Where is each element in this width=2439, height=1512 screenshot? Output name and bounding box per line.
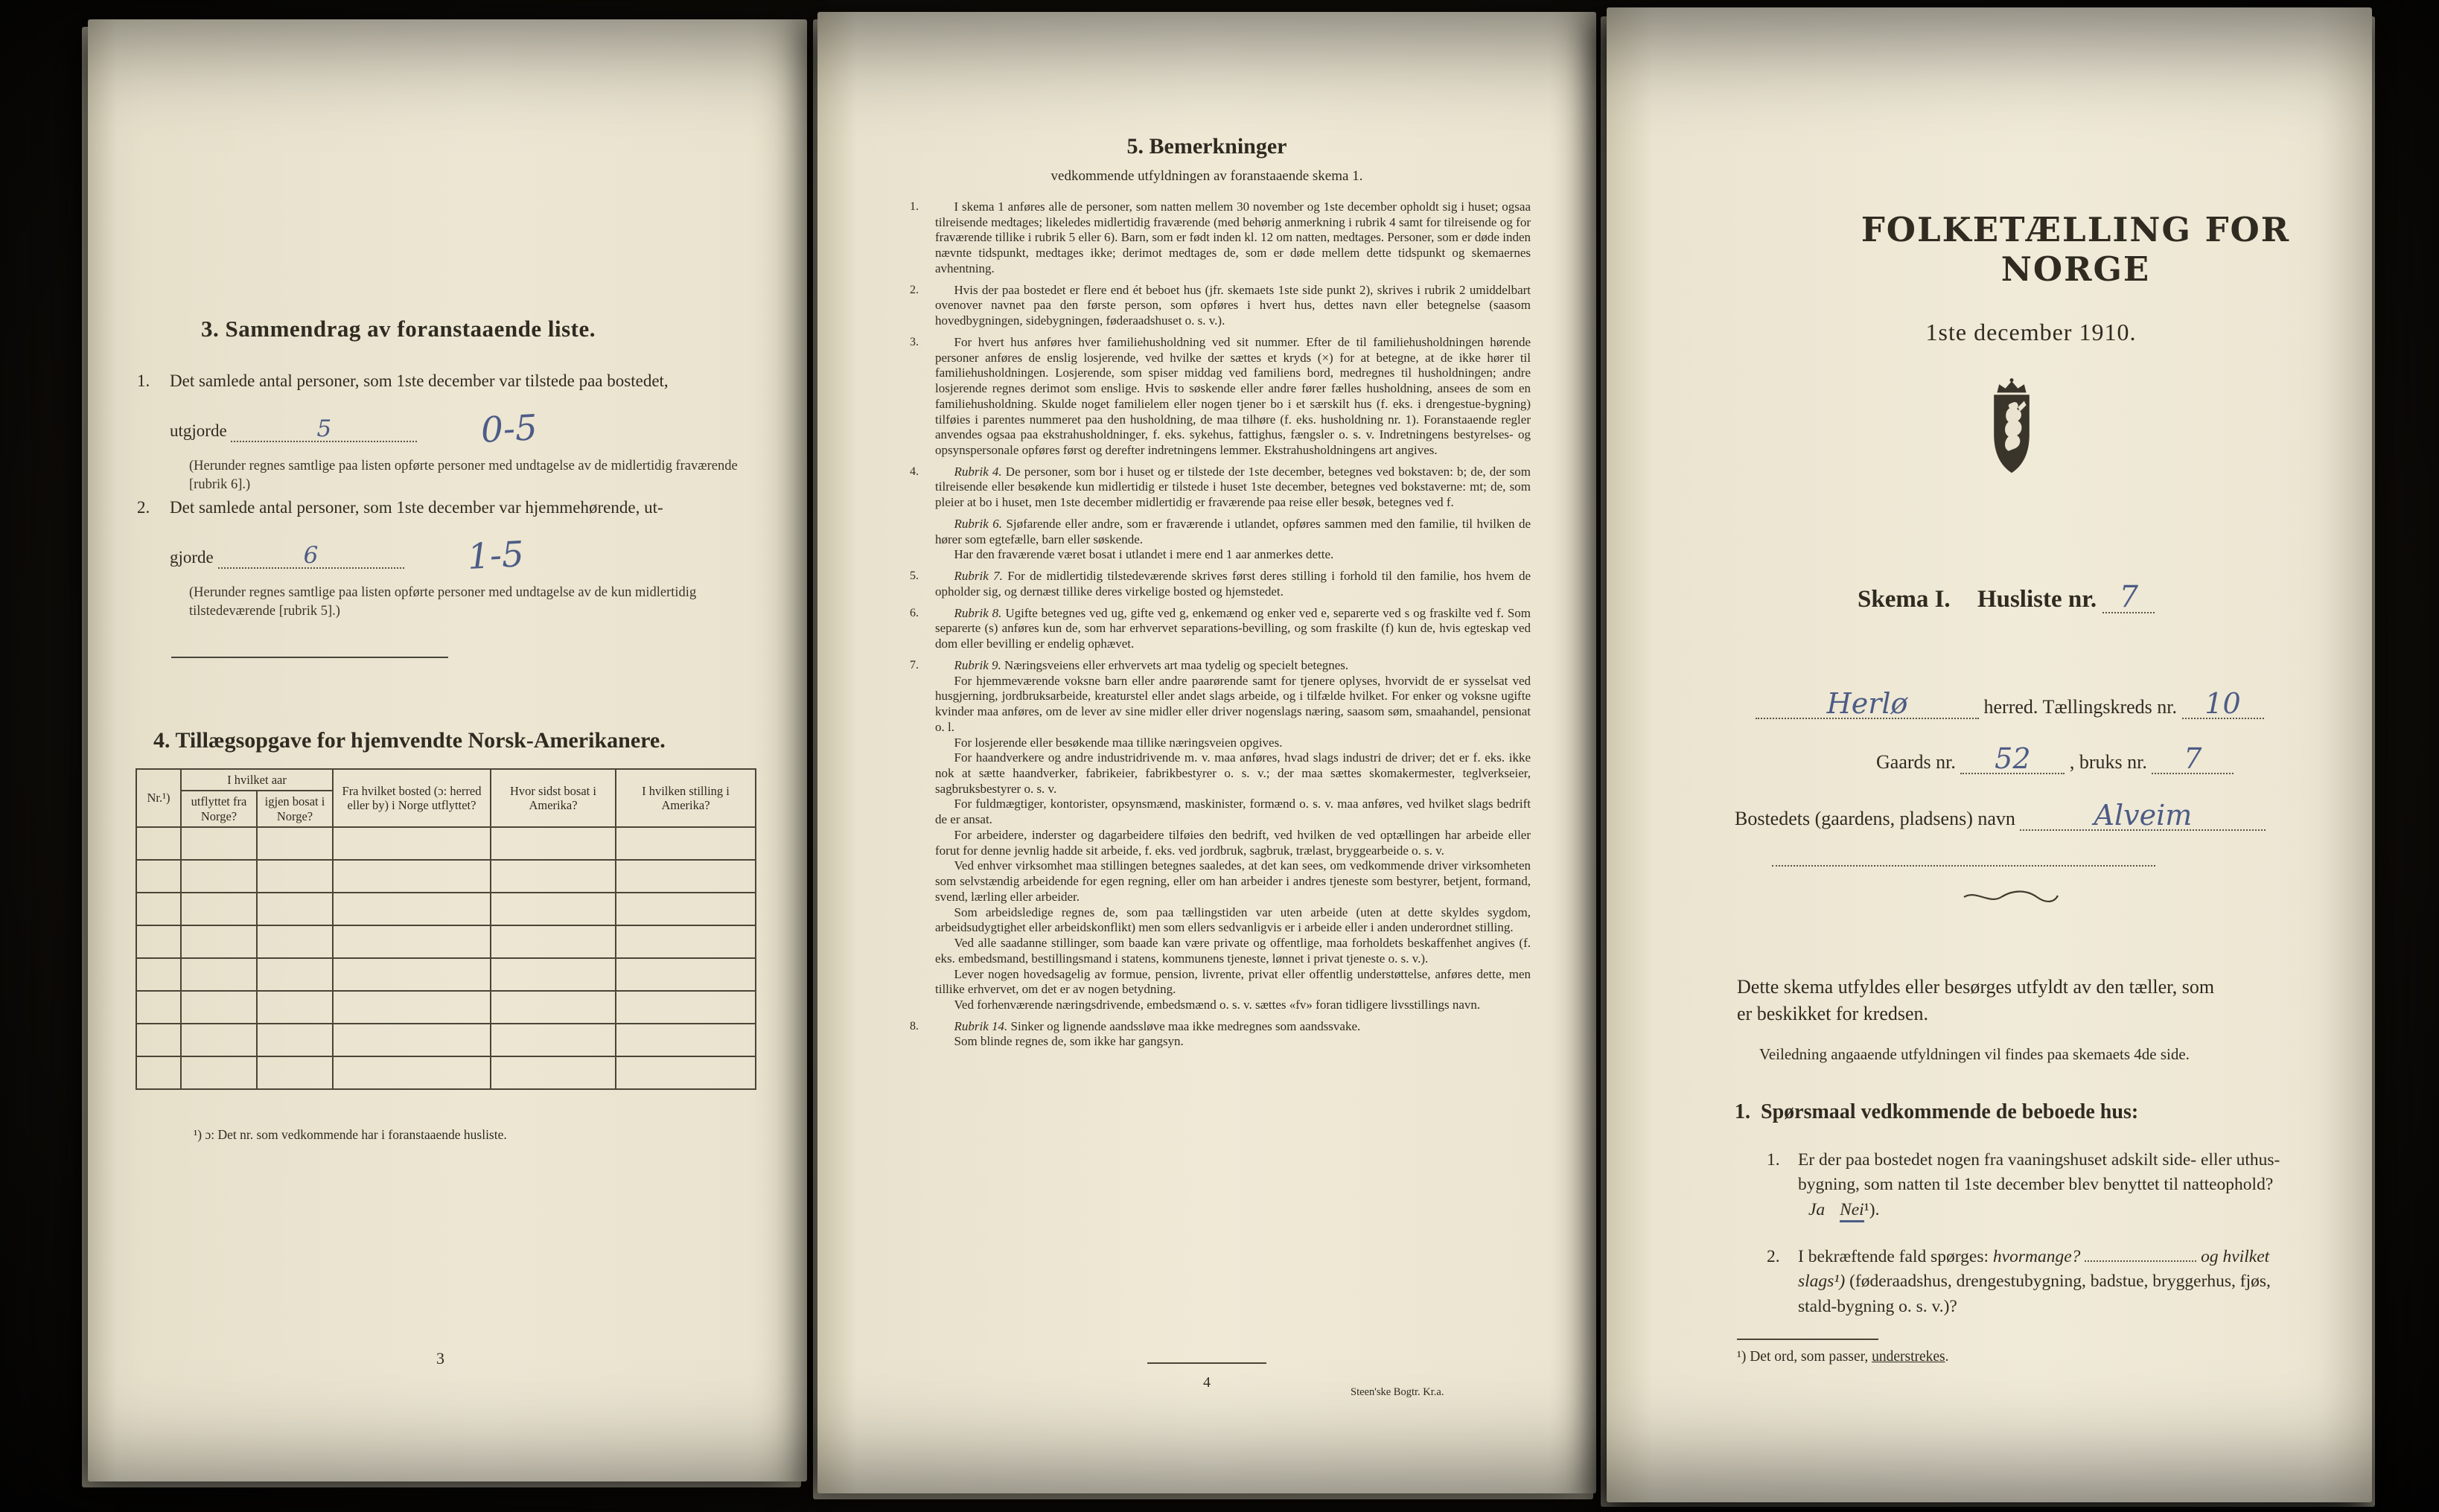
item-number: 2. [137, 498, 150, 517]
empty-cell [333, 827, 491, 860]
kreds-number-field [2182, 689, 2264, 719]
item-text-continued: gjorde [170, 548, 214, 567]
bemerkning-item [910, 334, 1531, 459]
table-row [136, 893, 756, 925]
bemerkning-paragraph: Ved alle saadanne stillinger, som baade kan være private og offentlige, maa forholdets beskaffenhet angives (f. eks. embedsmand, bestillingsmand i statens, kommunens tjeneste, lønnet i privat tjeneste o. s. v.). [935, 936, 1531, 966]
bosted-label: Bostedets (gaardens, pladsens) navn [1735, 808, 2015, 829]
handwritten-husliste-number: 7 [2119, 580, 2139, 614]
empty-cell [181, 991, 257, 1024]
bemerkning-number: 1. [910, 200, 919, 213]
empty-cell [333, 991, 491, 1024]
norwegian-americans-table [136, 768, 756, 1090]
question-text-paren: (føderaadshus, drengestubygning, badstue, bryggerhus, fjøs, stald-bygning o. s. v.)? [1798, 1272, 2271, 1316]
bemerkning-paragraph: Lever nogen hovedsagelig av formue, pension, livrente, privat eller offentlig understøttelse, anføres dette, men tillike erhvervet, om det er av nogen betydning. [935, 966, 1531, 997]
table-body [136, 827, 756, 1089]
empty-cell [181, 893, 257, 925]
empty-cell [257, 860, 333, 893]
fill-in-line [218, 544, 404, 569]
bosted-line [1735, 801, 2266, 831]
table-row [136, 1024, 756, 1056]
census-date: 1ste december 1910. [1925, 319, 2137, 345]
footnote-rule [1737, 1339, 1878, 1340]
bemerkning-item [935, 517, 1531, 563]
page-right [1607, 7, 2372, 1502]
handwritten-count-large: 1-5 [466, 534, 526, 578]
bemerkning-paragraph: Rubrik 4. De personer, som bor i huset og er tilstede der 1ste december, betegnes ved bokstaven: b; de, der som tilreisende eller besøkende kun midlertidig er tilstede i huset 1ste december, betegnes ved bokstaverne: mt; de, som pleier at bo i huset, men 1ste december midlertidig er fraværende paa reise eller besøk, betegnes ved f. [935, 464, 1531, 510]
empty-cell [181, 925, 257, 958]
instruction-paragraph: Dette skema utfyldes eller besørges utfyldt av den tæller, som er beskikket for kredsen. [1737, 976, 2215, 1025]
question-2 [1767, 1245, 2288, 1319]
table-footnote: ¹) ɔ: Det nr. som vedkommende har i foranstaaende husliste. [194, 1127, 507, 1142]
empty-cell [491, 1024, 616, 1056]
empty-cell [136, 827, 181, 860]
fill-in-line [231, 415, 417, 443]
empty-cell [257, 893, 333, 925]
section-number: 1. [1735, 1100, 1750, 1123]
question-text-italic: hvormange? [1992, 1247, 2081, 1266]
bemerkninger-list [910, 200, 1531, 1350]
summary-item-1 [137, 369, 756, 494]
item-number: 1. [137, 371, 150, 390]
empty-cell [491, 827, 616, 860]
question-text: Er der paa bostedet nogen fra vaaningshuset adskilt side- eller uthus-bygning, som natten til 1ste december blev benyttet til natteophold? [1798, 1150, 2280, 1195]
bemerkning-paragraph: For losjerende eller besøkende maa tillike næringsveien opgives. [954, 735, 1283, 750]
handwritten-herred-name: Herlø [1826, 687, 1908, 720]
empty-cell [616, 958, 756, 991]
table-row [136, 1056, 756, 1089]
empty-cell [491, 893, 616, 925]
empty-cell [136, 893, 181, 925]
kreds-label: Tællingskreds nr. [2042, 696, 2177, 718]
empty-cell [257, 991, 333, 1024]
section-3-heading: 3. Sammendrag av foranstaaende liste. [201, 316, 596, 342]
empty-cell [616, 893, 756, 925]
handwritten-count-large: 0-5 [479, 407, 539, 451]
empty-cell [616, 1056, 756, 1089]
empty-cell [616, 925, 756, 958]
question-number: 1. [1767, 1150, 1780, 1170]
empty-cell [616, 1024, 756, 1056]
table-row [136, 925, 756, 958]
bemerkning-number: 5. [910, 570, 919, 583]
col-header-returned: igjen bosat i Norge? [257, 791, 333, 827]
bemerkning-item [910, 569, 1531, 599]
footer-rule [1147, 1362, 1266, 1364]
empty-cell [136, 1024, 181, 1056]
norway-coat-of-arms-icon [1980, 374, 2043, 486]
bemerkninger-heading: 5. Bemerkninger [1126, 134, 1287, 159]
bemerkning-paragraph: Rubrik 7. For de midlertidig tilstedeværende skrives først deres stilling i forhold til den familie, hos hvem de opholder sig, og dernæst tillike deres virkelige bosted og hjemstedet. [935, 569, 1531, 599]
question-1 [1767, 1148, 2288, 1222]
col-header-last-residence: Hvor sidst bosat i Amerika? [491, 769, 616, 827]
husliste-number-field [2102, 582, 2155, 613]
gaard-number-field [1960, 744, 2065, 774]
bemerkning-paragraph: Hvis der paa bostedet er flere end ét beboet hus (jfr. skemaets 1ste side punkt 2), skrives i rubrik 2 umiddelbart ovenover navnet paa den første person, som opføres i hvert hus, dettes navn eller betegnelse (saasom hovedbygningen, sidebygningen, føderaadshuset o. s. v.). [935, 282, 1531, 328]
empty-cell [136, 860, 181, 893]
bemerkning-paragraph: Som blinde regnes de, som ikke har gangsyn. [954, 1034, 1184, 1049]
empty-cell [491, 860, 616, 893]
empty-cell [136, 991, 181, 1024]
empty-cell [333, 860, 491, 893]
underlined-word: understrekes [1872, 1349, 1945, 1365]
section-divider-rule [171, 657, 448, 658]
bemerkning-item [910, 464, 1531, 511]
empty-cell [491, 991, 616, 1024]
item-footnote: (Herunder regnes samtlige paa listen opførte personer med undtagelse av de kun midlertidig tilstedeværende [rubrik 5].) [189, 585, 697, 619]
empty-cell [257, 1024, 333, 1056]
question-text-italic: og hvilket slags¹) [1798, 1247, 2270, 1292]
page-left [88, 19, 807, 1481]
table-row [136, 860, 756, 893]
empty-cell [616, 991, 756, 1024]
bruk-number-field [2152, 744, 2234, 774]
bemerkning-paragraph: I skema 1 anføres alle de personer, som natten mellem 30 november og 1ste december opholdt sig i huset; ogsaa tilreisende medtages; likeledes midlertidig fraværende (med behørig anmerkning i rubrik 4 samt for tilreisende og for fraværende tillike i rubrik 5 eller 6). Barn, som er født inden kl. 12 om natten, medtages. Personer, som er døde inden nævnte tidspunkt, medtages ikke; derimot medtages de, som er døde mellem dette tidspunkt og skemaernes avhentning. [935, 200, 1531, 275]
schema-line [1858, 582, 2155, 613]
empty-cell [257, 925, 333, 958]
bemerkning-item [910, 605, 1531, 652]
guidance-note: Veiledning angaaende utfyldningen vil findes paa skemaets 4de side. [1759, 1045, 2190, 1063]
empty-cell [333, 958, 491, 991]
bemerkning-paragraph: Har den fraværende været bosat i utlandet i mere end 1 aar anmerkes dette. [954, 547, 1334, 562]
page-number: 4 [1203, 1374, 1211, 1391]
empty-cell [333, 1056, 491, 1089]
empty-cell [136, 958, 181, 991]
bemerkning-number: 4. [910, 465, 919, 478]
bemerkning-number: 8. [910, 1019, 919, 1033]
col-header-year-group: I hvilket aar [181, 769, 333, 791]
bemerkning-paragraph: For hjemmeværende voksne barn eller andre paarørende samt for tjenere oplyses, hvorvidt de er sysselsat ved husgjerning, jordbruksarbeide, kreaturstel eller andet slags arbeide, og i tilfælde hvilket. For enker og voksne ugifte kvinder maa anføres, om de lever av sine midler eller driver nogenslags næring, saasom søm, smaahandel, pensionat o. l. [935, 673, 1531, 734]
question-text: I bekræftende fald spørges: [1798, 1247, 1993, 1266]
table-row [136, 958, 756, 991]
empty-cell [257, 958, 333, 991]
bemerkning-item [910, 282, 1531, 329]
handwritten-count: 6 [303, 542, 319, 570]
bemerkning-paragraph: For haandverkere og andre industridrivende m. v. maa anføres, hvad slags industri de driver; det er f. eks. ikke nok at sætte haandverker, fabrikeier, fabrikbestyrer o. s. v.; der maa sættes skomakermester, teglverkseier, sagbruksbestyrer o. s. v. [935, 750, 1531, 796]
handwritten-count: 5 [316, 415, 332, 443]
bemerkning-paragraph: For arbeidere, inderster og dagarbeidere tilføies den bedrift, ved hvilken de ved optællingen har arbeide eller forut for denne jevnlig hadde sit arbeide, f. eks. ved jordbruk, sagbruk, trælast, bryggearbeide o. s. v. [935, 827, 1531, 858]
handwritten-kreds-number: 10 [2204, 687, 2241, 720]
empty-cell [333, 925, 491, 958]
bemerkninger-subheading: vedkommende utfyldningen av foranstaaende skema 1. [1050, 168, 1363, 184]
bemerkning-number: 2. [910, 283, 919, 296]
empty-cell [616, 827, 756, 860]
bemerkning-number: 6. [910, 606, 919, 619]
empty-cell [181, 827, 257, 860]
item-footnote: (Herunder regnes samtlige paa listen opførte personer med undtagelse av de midlertidig fraværende [rubrik 6].) [189, 459, 738, 492]
empty-cell [491, 925, 616, 958]
section-title: Spørsmaal vedkommende de beboede hus: [1761, 1100, 2139, 1123]
bemerkning-item [910, 200, 1531, 277]
col-header-nr: Nr.¹) [136, 769, 181, 827]
answer-ja: Ja [1808, 1199, 1826, 1219]
handwritten-gaard-number: 52 [1995, 742, 2031, 775]
col-header-from-where: Fra hvilket bosted (ɔ: herred eller by) i Norge utflyttet? [333, 769, 491, 827]
handwritten-bosted-name: Alveim [2094, 799, 2193, 832]
item-text: Det samlede antal personer, som 1ste december var tilstede paa bostedet, [170, 371, 669, 390]
empty-cell [136, 1056, 181, 1089]
bruk-label: , bruks nr. [2069, 751, 2147, 773]
ornament-divider [1963, 890, 2059, 907]
footnote-ref: ¹). [1863, 1199, 1880, 1219]
bemerkning-paragraph: Som arbeidsledige regnes de, som paa tællingstiden var uten arbeide (uten at dette skyldes sygdom, arbeidsudygtighet eller arbeidskonflikt) men som ellers sedvanligvis er i arbeide eller i anden underordnet stilling. [935, 905, 1531, 935]
empty-cell [491, 1056, 616, 1089]
gaard-label: Gaards nr. [1876, 751, 1956, 773]
answer-nei-underlined: Nei [1840, 1200, 1864, 1222]
husliste-label: Husliste nr. [1977, 586, 2097, 613]
item-text-continued: utgjorde [170, 421, 227, 441]
empty-cell [257, 1056, 333, 1089]
herred-label: herred. [1983, 696, 2038, 718]
empty-cell [333, 893, 491, 925]
col-header-position: I hvilken stilling i Amerika? [616, 769, 756, 827]
schema-label: Skema I. [1858, 586, 1951, 613]
empty-cell [136, 925, 181, 958]
bemerkning-item [910, 657, 1531, 1013]
bemerkning-paragraph: For hvert hus anføres hver familiehusholdning ved sit nummer. Efter de til familiehusholdningen hørende personer anføres de enslig losjerende, ved hvilke der sættes et kryds (×) for at betegne, at de ikke hører til familiehusholdningen. Losjerende, som spiser middag ved familiens bord, medregnes til husholdningen; andre losjerende regnes derimot som enslige. Hvis to søskende eller andre fører fælles husholdning, ansees de som en familiehusholdning. Skulde noget familielem eller nogen tjener bo i et særskilt hus (f. eks. i drengestue-bygning) tilføies i parentes nummeret paa den husholdning, de maa tilhøre (f. eks. husholdning nr. 1). Foranstaaende regler anvendes ogsaa paa ekstrahusholdninger, f. eks. sykehus, fattighus, fængsler o. s. v. Indretningens bestyrelses- og opsynspersonale opføres først og derefter indretningens lemmer. Ekstrahusholdningens art angives. [935, 334, 1531, 458]
empty-cell [181, 860, 257, 893]
empty-cell [491, 958, 616, 991]
bosted-name-field [2020, 801, 2266, 831]
empty-cell [616, 860, 756, 893]
bemerkning-paragraph: Rubrik 6. Sjøfarende eller andre, som er fraværende i utlandet, opføres sammen med den familie, til hvilken de hører som egtefælle, barn eller søskende. [935, 516, 1531, 546]
printer-mark: Steen'ske Bogtr. Kr.a. [1351, 1386, 1444, 1398]
empty-cell [257, 827, 333, 860]
page-footnote: ¹) Det ord, som passer, understrekes. [1737, 1349, 1949, 1365]
item-text: Det samlede antal personer, som 1ste december var hjemmehørende, ut- [170, 498, 663, 517]
herred-line [1756, 689, 2264, 719]
bemerkning-paragraph: Rubrik 9. Næringsveiens eller erhvervets art maa tydelig og specielt betegnes. [954, 657, 1349, 672]
table-row [136, 827, 756, 860]
form-title: FOLKETÆLLING FOR NORGE [1861, 210, 2291, 289]
empty-cell [181, 1024, 257, 1056]
gaard-line [1876, 744, 2234, 774]
herred-name-field [1756, 689, 1979, 719]
section-4-heading: 4. Tillægsopgave for hjemvendte Norsk-Amerikanere. [153, 728, 666, 753]
bemerkning-number: 3. [910, 335, 919, 348]
bemerkning-paragraph: Rubrik 14. Sinker og lignende aandssløve maa ikke medregnes som aandssvake. [954, 1018, 1361, 1033]
bemerkning-paragraph: Ved enhver virksomhet maa stillingen betegnes saaledes, at det kan sees, om vedkommende driver virksomheten som selvstændig arbeidende for egen regning, eller om han arbeider i andres tjeneste som bestyrer, betjent, formand, svend, lærling eller arbeider. [935, 858, 1531, 904]
bemerkning-paragraph: For fuldmægtiger, kontorister, opsynsmænd, maskinister, formænd o. s. v. maa anføres, ved hvilket slags bedrift de er ansat. [935, 797, 1531, 827]
col-header-emigrated: utflyttet fra Norge? [181, 791, 257, 827]
empty-cell [181, 958, 257, 991]
question-number: 2. [1767, 1247, 1780, 1266]
bemerkning-paragraph: Rubrik 8. Ugifte betegnes ved ug, gifte ved g, enkemænd og enker ved e, separerte ved s og fraskilte ved f. Som separerte (s) anføres kun de, som har erhvervet separations-bevilling, og som fraskilte (f) kun de, hvis egteskap ved dom eller bevilling er endelig ophævet. [935, 605, 1531, 651]
bemerkning-number: 7. [910, 658, 919, 672]
table-row [136, 991, 756, 1024]
empty-cell [181, 1056, 257, 1089]
summary-item-2 [137, 496, 756, 620]
bemerkning-item [910, 1018, 1531, 1050]
page-middle [817, 12, 1596, 1493]
question-section-heading [1735, 1100, 2138, 1124]
handwritten-bruk-number: 7 [2184, 742, 2202, 775]
blank-continuation-line [1772, 865, 2155, 867]
bemerkning-paragraph: Ved forhenværende næringsdrivende, embedsmænd o. s. v. sættes «fv» foran tidligere livsstillings navn. [954, 997, 1481, 1012]
hvormange-field [2085, 1260, 2196, 1262]
empty-cell [333, 1024, 491, 1056]
page-number: 3 [436, 1349, 444, 1368]
